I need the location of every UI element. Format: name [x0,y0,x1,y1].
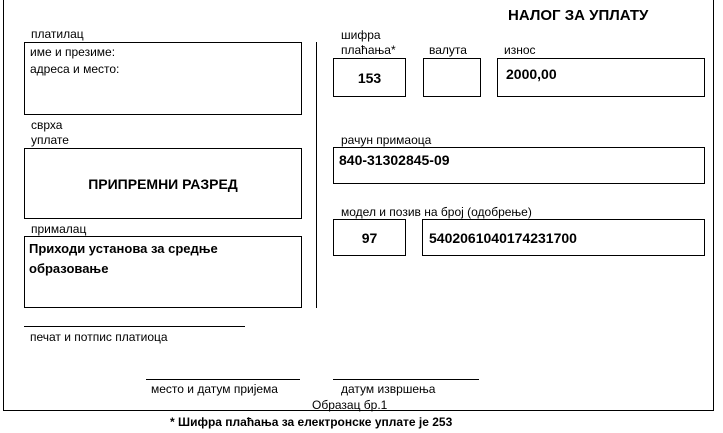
payment-code-label-line1: шифра [341,28,381,42]
currency-field[interactable] [423,58,481,97]
amount-field[interactable] [497,58,705,97]
model-field[interactable] [333,219,406,256]
payment-code-value: 153 [357,69,382,86]
purpose-label-line2: уплате [31,133,69,147]
purpose-field[interactable] [24,148,302,219]
payer-address-label: адреса и место: [30,62,120,76]
receipt-signature-line [146,379,300,380]
reference-number-value: 5402061040174231700 [429,230,577,246]
payer-name-label: име и презиме: [30,45,116,59]
execution-date-label: датум извршења [341,382,436,396]
form-title: НАЛОГ ЗА УПЛАТУ [508,7,649,24]
payer-label: платилац [31,27,84,41]
form-right-border [713,0,714,410]
section-divider [316,42,317,308]
purpose-value: ПРИПРЕМНИ РАЗРЕД [88,175,238,192]
recipient-account-field[interactable] [333,147,705,184]
recipient-account-value: 840-31302845-09 [339,152,450,168]
recipient-value-line1: Приходи установа за средње [29,241,218,256]
amount-value: 2000,00 [506,66,557,82]
model-reference-label: модел и позив на број (одобрење) [341,205,532,219]
amount-label: износ [504,43,536,57]
payer-signature-line [24,326,245,327]
recipient-label: прималац [31,222,87,236]
footnote: * Шифра плаћања за електронске уплате је 253 [170,415,453,429]
form-left-border [3,0,4,410]
purpose-label-line1: сврха [31,118,63,132]
receipt-place-date-label: место и датум пријема [151,382,278,396]
payment-code-field[interactable] [333,58,406,97]
payer-signature-label: печат и потпис платиоца [30,330,168,344]
currency-label: валута [429,43,467,57]
reference-number-field[interactable] [422,219,705,256]
payment-code-label-line2: плаћања* [341,43,396,57]
recipient-value-line2: образовање [29,261,109,276]
execution-date-line [333,379,479,380]
recipient-account-label: рачун примаоца [341,133,432,147]
form-number: Образац бр.1 [312,398,388,412]
model-value: 97 [361,229,378,246]
